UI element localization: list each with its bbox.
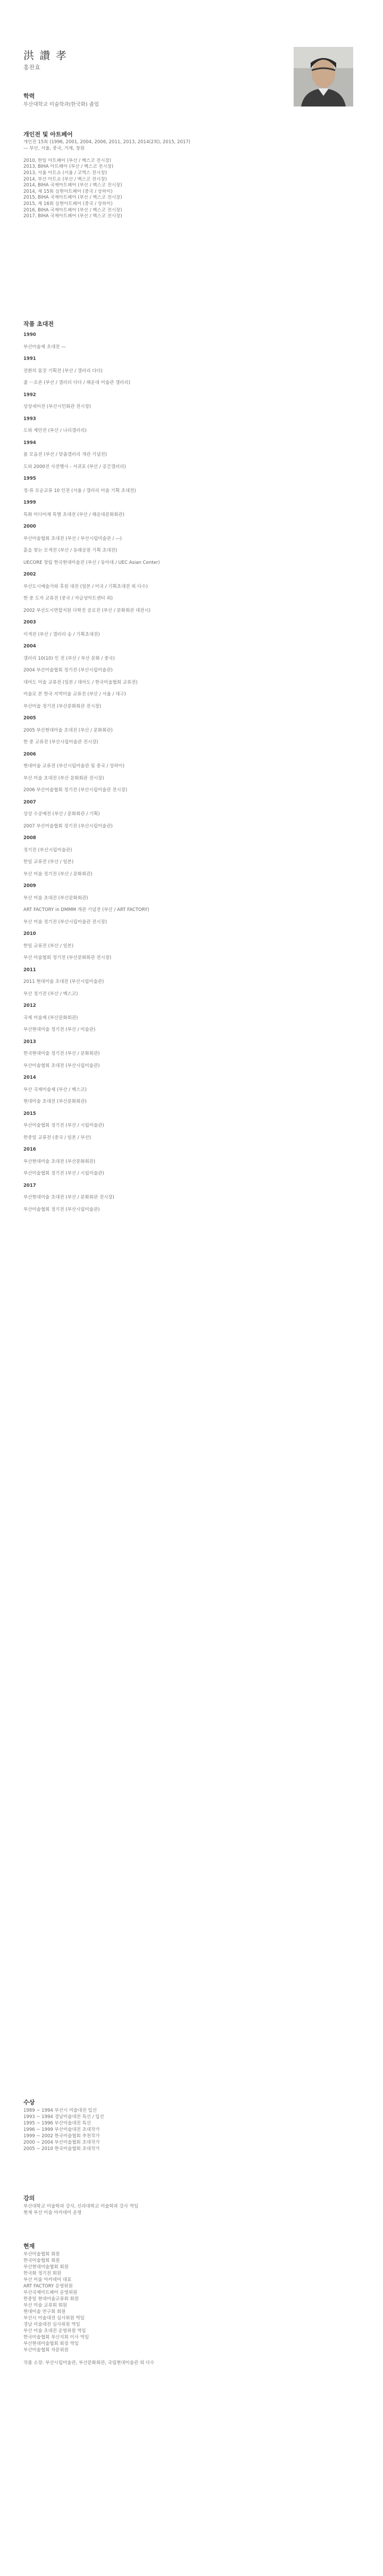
awards-line: 1996 ~ 1999 부산미술대전 초대작가 [23,2127,100,2132]
group-line: 2004 [23,644,36,649]
positions-line: 작품 소장: 부산시립미술관, 부산문화회관, 국립현대미술관 외 다수 [23,2360,155,2366]
solo-list [23,140,364,220]
positions-line: 한국미술협회 회원 [23,2258,60,2263]
solo-line: 2010, 한일 아트페어 (부산 / 벡스코 전시장) [23,158,111,163]
awards-line: 1989 ~ 1994 부산시 미술대전 입선 [23,2108,97,2113]
solo-line: 2014, 부산 아트쇼 (부산 / 벡스코 전시장) [23,176,107,182]
group-line: 1990 [23,332,36,338]
solo-line: 2013, 서울 아트쇼 (서울 / 코엑스 전시장) [23,170,107,176]
group-line: 부산미술협회 정기전 (부산 / 시립미술관) [23,1171,104,1176]
group-line: 1994 [23,440,36,446]
group-line: 1995 [23,476,36,481]
positions-line: 부산현대미술협회 회원 [23,2265,69,2270]
group-line: 1999 [23,500,36,505]
solo-heading: 개인전 및 아트페어 [23,131,73,138]
group-line: 2006 [23,751,36,757]
solo-line: — 부산, 서울, 중국, 거제, 창원 [23,145,85,151]
group-line: 2010 [23,931,36,937]
positions-line: 한중일 현대미술교류회 회원 [23,2296,79,2302]
positions-line: 부산 미술 교류회 회원 [23,2303,68,2308]
group-line: 도와 제안전 (부산 / 나리갤러리) [23,428,87,433]
group-line: 현대미술 교류전 (부산시립미술관 및 중국 / 상하이) [23,764,124,769]
solo-line: 2013, BIHA 아트페어 (부산 / 벡스코 전시장) [23,164,114,170]
group-line: 부산미술협회 정기전 (부산 / 시립미술관) [23,1123,104,1128]
solo-line: 2017, BIHA 국제아트페어 (부산 / 벡스코 전시장) [23,214,122,219]
group-line: 정·류 모순교류 10 인전 (서울 / 갤러리 미술 기획 초대전) [23,488,136,494]
solo-line: 2014, BIHA 국제아트페어 (부산 / 벡스코 전시장) [23,183,122,188]
awards-line: 2000 ~ 2004 부산미술협회 초대작가 [23,2140,100,2145]
positions-line: ART FACTORY 운영위원 [23,2284,73,2289]
positions-line: 부산미술협회 회원 [23,2252,60,2257]
group-line: 한국현대미술 정기전 (부산 / 문화회관) [23,1051,100,1056]
awards-line: 2005 ~ 2010 한국미술협회 초대작가 [23,2146,100,2152]
awards-list [23,2107,364,2152]
group-line: 한일 교류전 (부산 / 일본) [23,859,74,865]
group-line: 2005 부산현대미술 초대전 (부산 / 문화회관) [23,727,113,733]
group-line: 이색전 (부산 / 갤러리 송 / 기획초대전) [23,631,100,637]
group-line: 줄 ㅡ오픈 (부산 / 갤러리 다다 / 해운대 미술관 갤러리) [23,380,130,385]
group-line: 부산 미술 정기전 (부산시립미술관 전시장) [23,919,107,925]
group-line: 부산 미술 정기전 (부산 / 문화회관) [23,871,93,877]
group-line: 2007 [23,799,36,805]
group-line: 대마도 미술 교류전 (일본 / 대마도 / 한국미술협회 교류전) [23,679,138,685]
teaching-line: 현재 부산 미술 아카데미 운영 [23,2210,82,2216]
education-text: 부산대학교 미술학과(한국화) 졸업 [23,102,99,108]
group-heading: 작품 초대전 [23,321,54,327]
group-line: 2004 부산미술협회 정기전 (부산시립미술관) [23,668,113,673]
group-line: 2002 부산도시연합지원 다학진 공로전 (부산 / 문화회관 대전시) [23,608,151,613]
group-line: 2008 [23,835,36,841]
solo-line [23,152,364,158]
group-line: 부산 미술 초대전 (부산 문화회관 전시장) [23,775,104,781]
group-line: 1991 [23,356,36,362]
group-line: 2011 [23,967,36,973]
positions-line: 한국화 정기전 회원 [23,2271,62,2276]
group-line: 부산미술협회 정기전 (부산시립미술관) [23,1207,100,1212]
group-line: 부산현대미술 초대전 (부산문화회관) [23,1159,96,1164]
group-line: 2007 부산미술협회 정기전 (부산시립미술관) [23,823,113,829]
group-line: 부산 미술협회 정기전 (부산문화회관 전시장) [23,955,112,961]
group-line: 2014 [23,1075,36,1080]
group-line: 정기전 (부산시립미술관) [23,847,72,853]
group-line: 2012 [23,1003,36,1008]
group-line: 부산현대미술 정기전 (부산 / 미술관) [23,1027,96,1032]
group-line: 2009 [23,883,36,889]
group-line: 부산도시예술가와 후원 대전 (일본 / 미국 / 기획초대전 외 다수) [23,584,148,589]
awards-line: 1993 ~ 1994 경남미술대전 특선 / 입선 [23,2114,104,2120]
positions-line: 부산 미술 아카데미 대표 [23,2277,72,2283]
group-line: 한 중 교류전 (부산시립미술관 전시장) [23,740,98,745]
group-line: 2003 [23,620,36,625]
group-line: ART FACTORY in DMMM 개관 기념전 (부산 / ART FACTORY) [23,907,149,913]
positions-line: 한국미술협회 부산지회 이사 역임 [23,2335,89,2340]
positions-line: 현대미술 연구회 회원 [23,2309,66,2315]
group-line: 2011 현대미술 초대전 (부산시립미술관) [23,979,104,985]
group-line: 2006 부산미술협회 정기전 (부산시립미술관 전시장) [23,787,128,793]
group-line: 국제 미술제 (부산문화회관) [23,1015,78,1021]
awards-heading: 수상 [23,2099,35,2106]
group-line: 2016 [23,1147,36,1152]
group-line: 한일 교류전 (부산 / 일본) [23,943,74,949]
group-line: 2005 [23,716,36,721]
group-line: 상상 수공예전 (부산 / 문화회관 / 기획) [23,811,100,817]
group-line: 흙을 찾는 모색전 (부산 / 동래공원 기획 초대전) [23,548,118,553]
positions-line: 부산 미술 초대전 운영위원 역임 [23,2328,86,2334]
artist-name-korean: 홍찬효 [23,64,40,71]
group-line: 2000 [23,524,36,529]
group-line: 부산미술 정기전 (부산문화회관 전시장) [23,703,102,709]
solo-line: 2015, BIHA 국제아트페어 (부산 / 벡스코 전시장) [23,195,122,201]
teaching-heading: 강의 [23,2195,35,2202]
group-line: 한중일 교류전 (중국 / 일본 / 부산) [23,1135,91,1141]
solo-line: 2016, BIHA 국제아트페어 (부산 / 벡스코 전시장) [23,207,122,213]
solo-line: 개인전 15회 (1996, 2001, 2004, 2006, 2011, 2013, 2014(2회), 2015, 2017) [23,140,190,145]
awards-line: 1999 ~ 2002 한국미술협회 추천작가 [23,2134,100,2139]
group-line: 부산미술제 초대전 — [23,344,66,350]
positions-line: 부산시 미술대전 심사위원 역임 [23,2316,85,2321]
group-line: 봄 모음전 (부산 / 맞춤갤러리 개관 기념전) [23,452,107,457]
group-line: 2015 [23,1111,36,1117]
positions-line: 부산국제아트페어 운영위원 [23,2290,78,2295]
group-line: 특화 미디어제 특별 초대전 (부산 / 해운대문화회관) [23,512,124,518]
solo-line: 2015, 제 16회 실현아트페어 (중국 / 상하이) [23,201,113,207]
group-line: 2013 [23,1039,36,1045]
positions-line: 부산현대미술협회 회장 역임 [23,2341,79,2347]
group-line: 2002 [23,572,36,577]
solo-line: 2014, 제 15회 실현아트페어 (중국 / 상하이) [23,188,113,194]
artist-photo [294,47,353,106]
group-line: 부산현대미술 초대전 (부산 / 문화회관 전시장) [23,1195,114,1200]
group-line: 상상세미전 (부산시민회관 전시장) [23,404,91,409]
positions-line: 부산미술협회 자문위원 [23,2348,69,2353]
positions-heading: 현재 [23,2243,35,2250]
group-line: 도와 2000전 사전행사 - 서귀포 (부산 / 공간갤러리) [23,464,126,470]
group-line: 현대미술 초대전 (부산문화회관) [23,1099,87,1104]
group-line: 부산 국제미술제 (부산 / 벡스코) [23,1087,87,1093]
group-line: 1993 [23,416,36,422]
group-line: 부산 정기전 (부산 / 벡스코) [23,991,78,997]
positions-line [23,2353,364,2360]
group-line: 갤러리 10(10) 인 전 (부산 / 부산 문화 / 중국) [23,655,115,661]
group-line: 전환의 몸짓 기획전 (부산 / 갤러리 다다) [23,368,103,374]
positions-line: 경남 미술대전 심사위원 역임 [23,2322,80,2327]
group-line: 한 중 도자 교류전 (중국 / 자금성아트센터 외) [23,596,113,601]
teaching-line: 부산대학교 미술학과 강사, 신라대학교 미술학과 강사 역임 [23,2204,138,2209]
group-list [23,329,364,1216]
group-line: 2017 [23,1183,36,1188]
awards-line: 1995 ~ 1996 부산미술대전 특선 [23,2121,91,2126]
artist-name: 洪 讚 孝 [23,49,68,62]
group-line: 부산 미술 초대전 (부산문화회관) [23,895,88,901]
teaching-list [23,2203,364,2216]
group-line: 부산미술협회 초대전 (부산시립미술관) [23,1063,100,1069]
positions-list [23,2251,364,2366]
group-line: UECORE 창립 한국현대미술전 (부산 / 동아대 / UEC Asian Center) [23,560,160,565]
group-line: 미술로 본 한국 지역미술 교류전 (부산 / 서울 / 대구) [23,692,126,697]
group-line: 부산미술협회 초대전 (부산 / 부산시립미술관 / —) [23,536,122,542]
education-heading: 학력 [23,93,35,100]
group-line: 1992 [23,392,36,398]
